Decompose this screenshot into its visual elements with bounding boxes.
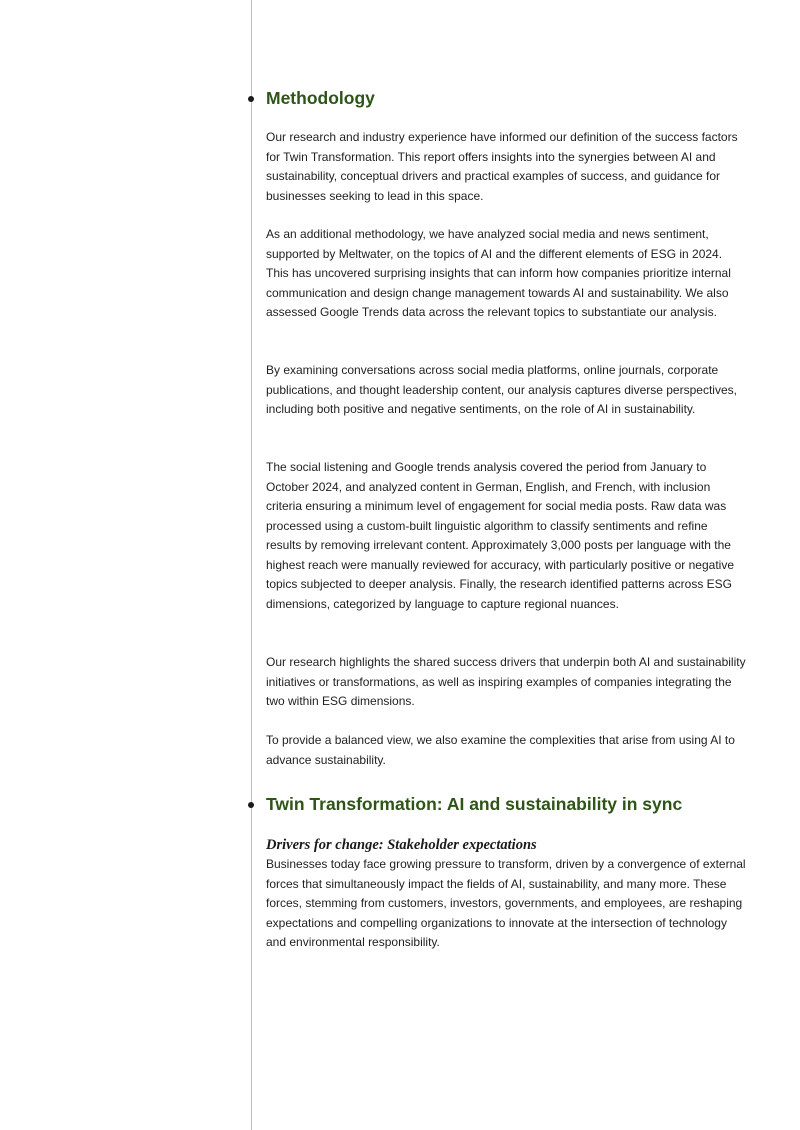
paragraph [266,225,746,323]
paragraph [266,128,746,206]
paragraph-text: To provide a balanced view, we also examine the complexities that arise from using AI to advance sustainability. [266,733,735,767]
margin-rule [251,0,252,1130]
subsection [266,835,746,855]
section-heading: Twin Transformation: AI and sustainability in sync [266,794,683,814]
subsection-heading: Drivers for change: Stakeholder expectations [266,837,537,853]
bullet-icon [248,96,254,102]
paragraph-text: As an additional methodology, we have analyzed social media and news sentiment, supported by Meltwater, on the topics of AI and the different elements of ESG in 2024. This has uncovered surprising insights that can inform how companies prioritize internal communication and design change management towards AI and sustainability. We also assessed Google Trends data across the relevant topics to substantiate our analysis. [266,227,731,319]
paragraph [266,855,746,953]
paragraph-text: The social listening and Google trends analysis covered the period from January to October 2024, and analyzed content in German, English, and French, with inclusion criteria ensuring a minimum level of engagement for social media posts. Raw data was processed using a custom-built linguistic algorithm to classify sentiments and refine results by removing irrelevant content. Approximately 3,000 posts per language with the highest reach were manually reviewed for accuracy, with particularly positive or negative topics subjected to deeper analysis. Finally, the research identified patterns across ESG dimensions, categorized by language to capture regional nuances. [266,460,734,611]
paragraph-text: Our research highlights the shared success drivers that underpin both AI and sustainability initiatives or transformations, as well as inspiring examples of companies integrating the two within ESG dimensions. [266,655,746,708]
paragraph [266,653,746,712]
paragraph-text: Businesses today face growing pressure to transform, driven by a convergence of external forces that simultaneously impact the fields of AI, sustainability, and many more. These forces, stemming from customers, investors, governments, and employees, are reshaping expectations and compelling organizations to innovate at the intersection of technology and environmental responsibility. [266,857,746,949]
section-heading: Methodology [266,88,375,108]
paragraph [266,458,746,614]
paragraph-text: Our research and industry experience have informed our definition of the success factors for Twin Transformation. This report offers insights into the synergies between AI and sustainability, conceptual drivers and practical examples of success, and guidance for businesses seeking to lead in this space. [266,130,738,203]
paragraph [266,361,746,420]
paragraph [266,731,746,770]
twin-transformation-section [266,792,746,816]
methodology-section [266,86,746,110]
bullet-icon [248,802,254,808]
paragraph-text: By examining conversations across social media platforms, online journals, corporate publications, and thought leadership content, our analysis captures diverse perspectives, including both positive and negative sentiments, on the role of AI in sustainability. [266,363,737,416]
